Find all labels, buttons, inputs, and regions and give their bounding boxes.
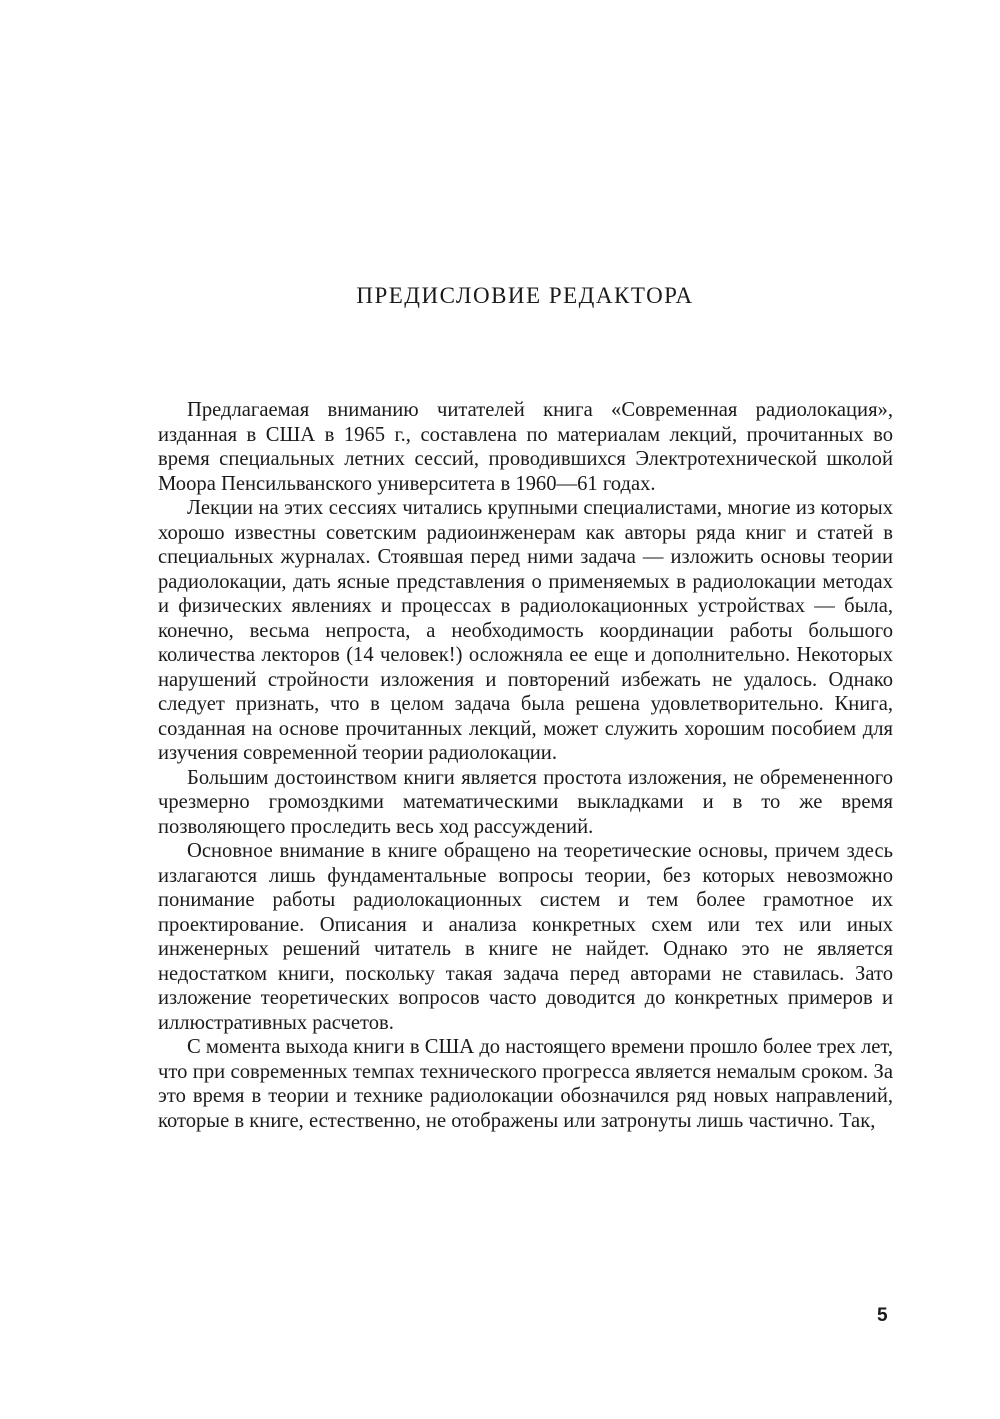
paragraph: Предлагаемая вниманию читателей книга «Современная радиолокация», изданная в США в 1965 г., составлена по материалам лекций, прочитанных во время специальных летних сессий, проводившихся Электротехнической школой Моора Пенсильванского университета в 1960—61 годах. (158, 399, 893, 495)
paragraph: Лекции на этих сессиях читались крупными специалистами, многие из которых хорошо известны советским радиоинженерам как авторы ряда книг и статей в специальных журналах. Стоявшая перед ними задача — изложить основы теории радиолокации, дать ясные представления о применяемых в радиолокации методах и физических явлениях и процессах в радиолокационных устройствах — была, конечно, весьма непроста, а необходимость координации работы большого количества лекторов (14 человек!) осложняла ее еще и дополнительно. Некоторых нарушений стройности изложения и повторений избежать не удалось. Однако следует признать, что в целом задача была решена удовлетворительно. Книга, созданная на основе прочитанных лекций, может служить хорошим пособием для изучения современной теории радиолокации. (158, 497, 893, 764)
page-number: 5 (877, 1305, 888, 1326)
paragraph: С момента выхода книги в США до настоящего времени прошло более трех лет, что при современных темпах технического прогресса является немалым сроком. За это время в теории и технике радиолокации обозначился ряд новых направлений, которые в книге, естественно, не отображены или затронуты лишь частично. Так, (158, 1036, 893, 1132)
body-text (158, 398, 893, 1133)
page-title: ПРЕДИСЛОВИЕ РЕДАКТОРА (356, 283, 694, 308)
paragraph: Большим достоинством книги является простота изложения, не обремененного чрезмерно громоздкими математическими выкладками и в то же время позволяющего проследить весь ход рассуждений. (158, 766, 893, 838)
paragraph: Основное внимание в книге обращено на теоретические основы, причем здесь излагаются лишь фундаментальные вопросы теории, без которых невозможно понимание работы радиолокационных систем и тем более грамотное их проектирование. Описания и анализа конкретных схем или тех или иных инженерных решений читатель в книге не найдет. Однако это не является недостатком книги, поскольку такая задача перед авторами не ставилась. Зато изложение теоретических вопросов часто доводится до конкретных примеров и иллюстративных расчетов. (158, 840, 893, 1034)
